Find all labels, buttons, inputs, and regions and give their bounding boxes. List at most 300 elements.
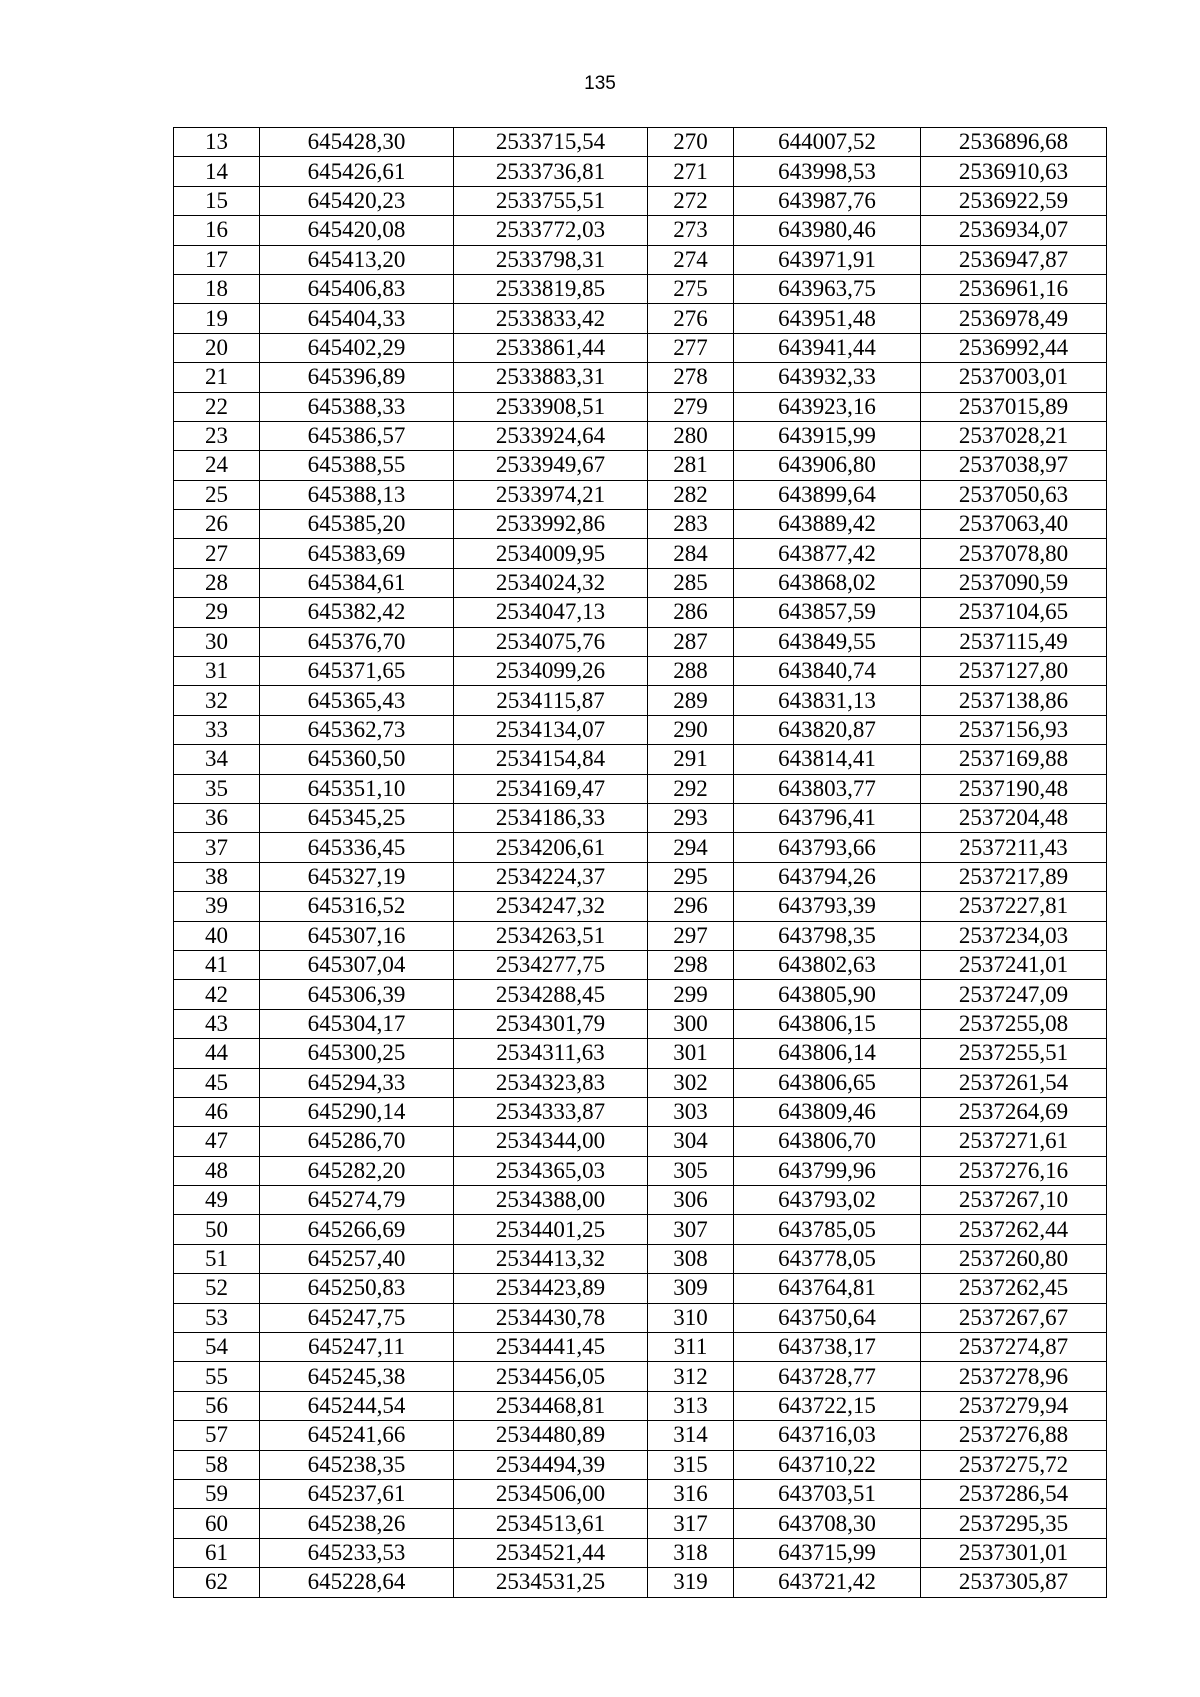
cell-x-coordinate-right: 643799,96 bbox=[734, 1156, 921, 1185]
cell-point-number-right: 312 bbox=[648, 1362, 734, 1391]
cell-x-coordinate-left: 645420,23 bbox=[260, 186, 454, 215]
cell-y-coordinate-right: 2537276,88 bbox=[921, 1421, 1107, 1450]
cell-x-coordinate-right: 643793,02 bbox=[734, 1186, 921, 1215]
cell-point-number-left: 33 bbox=[174, 715, 260, 744]
table-row bbox=[174, 1509, 1107, 1538]
cell-x-coordinate-right: 643802,63 bbox=[734, 950, 921, 979]
cell-point-number-right: 297 bbox=[648, 921, 734, 950]
cell-point-number-right: 302 bbox=[648, 1068, 734, 1097]
cell-point-number-right: 304 bbox=[648, 1127, 734, 1156]
cell-point-number-right: 272 bbox=[648, 186, 734, 215]
cell-point-number-left: 52 bbox=[174, 1274, 260, 1303]
cell-y-coordinate-right: 2537104,65 bbox=[921, 598, 1107, 627]
cell-x-coordinate-left: 645336,45 bbox=[260, 833, 454, 862]
cell-y-coordinate-right: 2537204,48 bbox=[921, 803, 1107, 832]
cell-y-coordinate-right: 2537301,01 bbox=[921, 1538, 1107, 1567]
cell-y-coordinate-right: 2537255,51 bbox=[921, 1039, 1107, 1068]
cell-point-number-right: 284 bbox=[648, 539, 734, 568]
cell-x-coordinate-right: 644007,52 bbox=[734, 128, 921, 157]
cell-point-number-left: 48 bbox=[174, 1156, 260, 1185]
cell-point-number-right: 309 bbox=[648, 1274, 734, 1303]
cell-point-number-left: 23 bbox=[174, 421, 260, 450]
cell-y-coordinate-left: 2534169,47 bbox=[454, 774, 648, 803]
cell-y-coordinate-right: 2537078,80 bbox=[921, 539, 1107, 568]
cell-y-coordinate-left: 2534468,81 bbox=[454, 1391, 648, 1420]
cell-point-number-left: 36 bbox=[174, 803, 260, 832]
cell-y-coordinate-left: 2533949,67 bbox=[454, 451, 648, 480]
cell-y-coordinate-right: 2537255,08 bbox=[921, 1009, 1107, 1038]
cell-point-number-right: 292 bbox=[648, 774, 734, 803]
cell-y-coordinate-left: 2533924,64 bbox=[454, 421, 648, 450]
cell-y-coordinate-right: 2537286,54 bbox=[921, 1479, 1107, 1508]
table-row bbox=[174, 950, 1107, 979]
cell-x-coordinate-right: 643932,33 bbox=[734, 363, 921, 392]
cell-x-coordinate-right: 643728,77 bbox=[734, 1362, 921, 1391]
cell-y-coordinate-left: 2533974,21 bbox=[454, 480, 648, 509]
cell-x-coordinate-right: 643793,39 bbox=[734, 892, 921, 921]
table-row bbox=[174, 1362, 1107, 1391]
cell-x-coordinate-left: 645383,69 bbox=[260, 539, 454, 568]
cell-point-number-left: 50 bbox=[174, 1215, 260, 1244]
cell-x-coordinate-right: 643868,02 bbox=[734, 568, 921, 597]
cell-x-coordinate-left: 645406,83 bbox=[260, 274, 454, 303]
table-row bbox=[174, 1274, 1107, 1303]
table-row bbox=[174, 1215, 1107, 1244]
cell-x-coordinate-left: 645404,33 bbox=[260, 304, 454, 333]
cell-y-coordinate-left: 2534277,75 bbox=[454, 950, 648, 979]
cell-y-coordinate-right: 2536992,44 bbox=[921, 333, 1107, 362]
cell-point-number-left: 30 bbox=[174, 627, 260, 656]
cell-point-number-right: 313 bbox=[648, 1391, 734, 1420]
cell-y-coordinate-right: 2537115,49 bbox=[921, 627, 1107, 656]
cell-point-number-left: 39 bbox=[174, 892, 260, 921]
cell-x-coordinate-right: 643738,17 bbox=[734, 1333, 921, 1362]
cell-x-coordinate-right: 643715,99 bbox=[734, 1538, 921, 1567]
cell-x-coordinate-left: 645233,53 bbox=[260, 1538, 454, 1567]
cell-y-coordinate-right: 2536934,07 bbox=[921, 216, 1107, 245]
cell-x-coordinate-right: 643785,05 bbox=[734, 1215, 921, 1244]
cell-x-coordinate-right: 643980,46 bbox=[734, 216, 921, 245]
cell-point-number-left: 47 bbox=[174, 1127, 260, 1156]
cell-y-coordinate-right: 2537260,80 bbox=[921, 1244, 1107, 1273]
cell-x-coordinate-left: 645247,11 bbox=[260, 1333, 454, 1362]
cell-x-coordinate-right: 643778,05 bbox=[734, 1244, 921, 1273]
cell-y-coordinate-right: 2537156,93 bbox=[921, 715, 1107, 744]
cell-x-coordinate-left: 645250,83 bbox=[260, 1274, 454, 1303]
table-row bbox=[174, 480, 1107, 509]
cell-point-number-right: 276 bbox=[648, 304, 734, 333]
cell-x-coordinate-right: 643857,59 bbox=[734, 598, 921, 627]
cell-y-coordinate-left: 2534301,79 bbox=[454, 1009, 648, 1038]
cell-y-coordinate-left: 2534311,63 bbox=[454, 1039, 648, 1068]
cell-point-number-right: 289 bbox=[648, 686, 734, 715]
cell-point-number-left: 21 bbox=[174, 363, 260, 392]
cell-y-coordinate-right: 2537274,87 bbox=[921, 1333, 1107, 1362]
cell-point-number-right: 308 bbox=[648, 1244, 734, 1273]
cell-point-number-right: 285 bbox=[648, 568, 734, 597]
cell-point-number-right: 318 bbox=[648, 1538, 734, 1567]
cell-point-number-left: 37 bbox=[174, 833, 260, 862]
cell-y-coordinate-left: 2533798,31 bbox=[454, 245, 648, 274]
coordinates-table-body bbox=[174, 128, 1107, 1598]
cell-point-number-right: 295 bbox=[648, 862, 734, 891]
cell-point-number-left: 44 bbox=[174, 1039, 260, 1068]
cell-point-number-right: 288 bbox=[648, 657, 734, 686]
cell-point-number-right: 280 bbox=[648, 421, 734, 450]
cell-x-coordinate-left: 645362,73 bbox=[260, 715, 454, 744]
cell-x-coordinate-left: 645413,20 bbox=[260, 245, 454, 274]
cell-point-number-left: 13 bbox=[174, 128, 260, 157]
cell-x-coordinate-left: 645365,43 bbox=[260, 686, 454, 715]
cell-point-number-left: 26 bbox=[174, 510, 260, 539]
cell-point-number-left: 29 bbox=[174, 598, 260, 627]
table-row bbox=[174, 745, 1107, 774]
cell-y-coordinate-right: 2537278,96 bbox=[921, 1362, 1107, 1391]
table-row bbox=[174, 1333, 1107, 1362]
cell-x-coordinate-right: 643703,51 bbox=[734, 1479, 921, 1508]
cell-y-coordinate-right: 2537028,21 bbox=[921, 421, 1107, 450]
table-row bbox=[174, 1156, 1107, 1185]
cell-x-coordinate-right: 643831,13 bbox=[734, 686, 921, 715]
cell-point-number-right: 317 bbox=[648, 1509, 734, 1538]
cell-x-coordinate-right: 643809,46 bbox=[734, 1097, 921, 1126]
cell-point-number-left: 38 bbox=[174, 862, 260, 891]
cell-y-coordinate-right: 2537276,16 bbox=[921, 1156, 1107, 1185]
cell-point-number-left: 40 bbox=[174, 921, 260, 950]
table-row bbox=[174, 1244, 1107, 1273]
cell-point-number-left: 17 bbox=[174, 245, 260, 274]
cell-y-coordinate-right: 2537217,89 bbox=[921, 862, 1107, 891]
cell-x-coordinate-right: 643987,76 bbox=[734, 186, 921, 215]
cell-point-number-right: 277 bbox=[648, 333, 734, 362]
cell-y-coordinate-left: 2533833,42 bbox=[454, 304, 648, 333]
cell-y-coordinate-right: 2537267,10 bbox=[921, 1186, 1107, 1215]
table-row bbox=[174, 833, 1107, 862]
cell-x-coordinate-right: 643998,53 bbox=[734, 157, 921, 186]
cell-point-number-left: 46 bbox=[174, 1097, 260, 1126]
cell-x-coordinate-left: 645307,16 bbox=[260, 921, 454, 950]
cell-point-number-left: 60 bbox=[174, 1509, 260, 1538]
table-row bbox=[174, 892, 1107, 921]
cell-x-coordinate-left: 645238,26 bbox=[260, 1509, 454, 1538]
cell-y-coordinate-left: 2533755,51 bbox=[454, 186, 648, 215]
cell-x-coordinate-left: 645307,04 bbox=[260, 950, 454, 979]
table-row bbox=[174, 451, 1107, 480]
cell-y-coordinate-right: 2536947,87 bbox=[921, 245, 1107, 274]
table-row bbox=[174, 657, 1107, 686]
cell-x-coordinate-right: 643941,44 bbox=[734, 333, 921, 362]
cell-x-coordinate-left: 645426,61 bbox=[260, 157, 454, 186]
table-row bbox=[174, 1039, 1107, 1068]
cell-point-number-left: 61 bbox=[174, 1538, 260, 1567]
cell-point-number-right: 299 bbox=[648, 980, 734, 1009]
table-row bbox=[174, 598, 1107, 627]
cell-point-number-right: 287 bbox=[648, 627, 734, 656]
cell-y-coordinate-right: 2537295,35 bbox=[921, 1509, 1107, 1538]
cell-point-number-right: 283 bbox=[648, 510, 734, 539]
cell-y-coordinate-right: 2537227,81 bbox=[921, 892, 1107, 921]
table-row bbox=[174, 862, 1107, 891]
cell-point-number-right: 298 bbox=[648, 950, 734, 979]
cell-x-coordinate-right: 643798,35 bbox=[734, 921, 921, 950]
cell-y-coordinate-right: 2537169,88 bbox=[921, 745, 1107, 774]
cell-point-number-left: 42 bbox=[174, 980, 260, 1009]
cell-y-coordinate-right: 2536910,63 bbox=[921, 157, 1107, 186]
cell-point-number-left: 15 bbox=[174, 186, 260, 215]
cell-x-coordinate-left: 645351,10 bbox=[260, 774, 454, 803]
cell-y-coordinate-left: 2533819,85 bbox=[454, 274, 648, 303]
cell-x-coordinate-right: 643963,75 bbox=[734, 274, 921, 303]
cell-point-number-right: 303 bbox=[648, 1097, 734, 1126]
cell-x-coordinate-right: 643806,65 bbox=[734, 1068, 921, 1097]
page-number: 135 bbox=[584, 73, 616, 94]
cell-y-coordinate-left: 2534024,32 bbox=[454, 568, 648, 597]
cell-x-coordinate-right: 643877,42 bbox=[734, 539, 921, 568]
cell-point-number-left: 24 bbox=[174, 451, 260, 480]
table-row bbox=[174, 686, 1107, 715]
cell-x-coordinate-left: 645388,33 bbox=[260, 392, 454, 421]
table-row bbox=[174, 921, 1107, 950]
cell-x-coordinate-left: 645228,64 bbox=[260, 1568, 454, 1597]
cell-point-number-left: 32 bbox=[174, 686, 260, 715]
table-row bbox=[174, 216, 1107, 245]
cell-x-coordinate-left: 645245,38 bbox=[260, 1362, 454, 1391]
cell-point-number-right: 270 bbox=[648, 128, 734, 157]
cell-y-coordinate-right: 2537038,97 bbox=[921, 451, 1107, 480]
cell-y-coordinate-left: 2534075,76 bbox=[454, 627, 648, 656]
cell-y-coordinate-left: 2534009,95 bbox=[454, 539, 648, 568]
table-row bbox=[174, 715, 1107, 744]
cell-point-number-left: 56 bbox=[174, 1391, 260, 1420]
cell-y-coordinate-left: 2534480,89 bbox=[454, 1421, 648, 1450]
cell-x-coordinate-left: 645282,20 bbox=[260, 1156, 454, 1185]
cell-y-coordinate-left: 2534456,05 bbox=[454, 1362, 648, 1391]
cell-y-coordinate-right: 2537279,94 bbox=[921, 1391, 1107, 1420]
cell-x-coordinate-left: 645402,29 bbox=[260, 333, 454, 362]
table-row bbox=[174, 803, 1107, 832]
table-row bbox=[174, 274, 1107, 303]
cell-y-coordinate-left: 2534388,00 bbox=[454, 1186, 648, 1215]
cell-point-number-right: 282 bbox=[648, 480, 734, 509]
cell-point-number-right: 293 bbox=[648, 803, 734, 832]
cell-point-number-right: 291 bbox=[648, 745, 734, 774]
cell-y-coordinate-left: 2534115,87 bbox=[454, 686, 648, 715]
cell-x-coordinate-left: 645428,30 bbox=[260, 128, 454, 157]
table-row bbox=[174, 363, 1107, 392]
coordinates-table bbox=[173, 127, 1107, 1598]
cell-x-coordinate-left: 645274,79 bbox=[260, 1186, 454, 1215]
cell-x-coordinate-left: 645384,61 bbox=[260, 568, 454, 597]
cell-point-number-left: 51 bbox=[174, 1244, 260, 1273]
cell-x-coordinate-left: 645294,33 bbox=[260, 1068, 454, 1097]
cell-x-coordinate-right: 643805,90 bbox=[734, 980, 921, 1009]
cell-point-number-right: 273 bbox=[648, 216, 734, 245]
cell-x-coordinate-left: 645388,55 bbox=[260, 451, 454, 480]
cell-x-coordinate-left: 645360,50 bbox=[260, 745, 454, 774]
table-row bbox=[174, 186, 1107, 215]
cell-point-number-right: 319 bbox=[648, 1568, 734, 1597]
cell-x-coordinate-left: 645247,75 bbox=[260, 1303, 454, 1332]
cell-point-number-left: 31 bbox=[174, 657, 260, 686]
cell-y-coordinate-left: 2533861,44 bbox=[454, 333, 648, 362]
cell-x-coordinate-right: 643806,15 bbox=[734, 1009, 921, 1038]
cell-point-number-right: 306 bbox=[648, 1186, 734, 1215]
cell-point-number-left: 45 bbox=[174, 1068, 260, 1097]
cell-point-number-left: 27 bbox=[174, 539, 260, 568]
cell-y-coordinate-right: 2536961,16 bbox=[921, 274, 1107, 303]
cell-x-coordinate-right: 643803,77 bbox=[734, 774, 921, 803]
cell-point-number-right: 310 bbox=[648, 1303, 734, 1332]
cell-y-coordinate-left: 2534401,25 bbox=[454, 1215, 648, 1244]
table-row bbox=[174, 510, 1107, 539]
table-row bbox=[174, 1186, 1107, 1215]
cell-point-number-right: 275 bbox=[648, 274, 734, 303]
cell-y-coordinate-right: 2537138,86 bbox=[921, 686, 1107, 715]
table-row bbox=[174, 568, 1107, 597]
cell-x-coordinate-left: 645300,25 bbox=[260, 1039, 454, 1068]
cell-x-coordinate-left: 645286,70 bbox=[260, 1127, 454, 1156]
cell-y-coordinate-right: 2537262,44 bbox=[921, 1215, 1107, 1244]
cell-x-coordinate-right: 643899,64 bbox=[734, 480, 921, 509]
cell-point-number-left: 28 bbox=[174, 568, 260, 597]
cell-point-number-right: 307 bbox=[648, 1215, 734, 1244]
cell-y-coordinate-left: 2533883,31 bbox=[454, 363, 648, 392]
cell-y-coordinate-left: 2534521,44 bbox=[454, 1538, 648, 1567]
cell-y-coordinate-right: 2537275,72 bbox=[921, 1450, 1107, 1479]
cell-y-coordinate-right: 2536978,49 bbox=[921, 304, 1107, 333]
cell-point-number-right: 315 bbox=[648, 1450, 734, 1479]
cell-y-coordinate-left: 2533772,03 bbox=[454, 216, 648, 245]
cell-point-number-left: 59 bbox=[174, 1479, 260, 1508]
cell-y-coordinate-left: 2534134,07 bbox=[454, 715, 648, 744]
cell-point-number-left: 57 bbox=[174, 1421, 260, 1450]
cell-x-coordinate-left: 645376,70 bbox=[260, 627, 454, 656]
table-row bbox=[174, 304, 1107, 333]
cell-point-number-right: 278 bbox=[648, 363, 734, 392]
cell-x-coordinate-left: 645257,40 bbox=[260, 1244, 454, 1273]
table-row bbox=[174, 245, 1107, 274]
cell-y-coordinate-left: 2534506,00 bbox=[454, 1479, 648, 1508]
cell-x-coordinate-left: 645388,13 bbox=[260, 480, 454, 509]
cell-y-coordinate-right: 2537211,43 bbox=[921, 833, 1107, 862]
cell-point-number-right: 279 bbox=[648, 392, 734, 421]
cell-x-coordinate-right: 643814,41 bbox=[734, 745, 921, 774]
cell-y-coordinate-right: 2537262,45 bbox=[921, 1274, 1107, 1303]
cell-y-coordinate-left: 2534186,33 bbox=[454, 803, 648, 832]
cell-x-coordinate-right: 643951,48 bbox=[734, 304, 921, 333]
cell-x-coordinate-right: 643915,99 bbox=[734, 421, 921, 450]
cell-point-number-left: 22 bbox=[174, 392, 260, 421]
cell-y-coordinate-right: 2537090,59 bbox=[921, 568, 1107, 597]
cell-x-coordinate-right: 643889,42 bbox=[734, 510, 921, 539]
cell-point-number-right: 271 bbox=[648, 157, 734, 186]
cell-y-coordinate-left: 2534413,32 bbox=[454, 1244, 648, 1273]
cell-y-coordinate-left: 2534494,39 bbox=[454, 1450, 648, 1479]
table-row bbox=[174, 1009, 1107, 1038]
table-row bbox=[174, 1538, 1107, 1567]
cell-x-coordinate-left: 645345,25 bbox=[260, 803, 454, 832]
cell-y-coordinate-left: 2534288,45 bbox=[454, 980, 648, 1009]
table-row bbox=[174, 421, 1107, 450]
cell-x-coordinate-left: 645396,89 bbox=[260, 363, 454, 392]
cell-y-coordinate-left: 2534323,83 bbox=[454, 1068, 648, 1097]
table-row bbox=[174, 1479, 1107, 1508]
table-row bbox=[174, 157, 1107, 186]
table-row bbox=[174, 980, 1107, 1009]
cell-y-coordinate-left: 2534513,61 bbox=[454, 1509, 648, 1538]
cell-x-coordinate-right: 643806,70 bbox=[734, 1127, 921, 1156]
cell-x-coordinate-right: 643820,87 bbox=[734, 715, 921, 744]
table-row bbox=[174, 128, 1107, 157]
cell-y-coordinate-right: 2537003,01 bbox=[921, 363, 1107, 392]
table-row bbox=[174, 333, 1107, 362]
cell-x-coordinate-right: 643906,80 bbox=[734, 451, 921, 480]
cell-y-coordinate-left: 2534333,87 bbox=[454, 1097, 648, 1126]
cell-x-coordinate-right: 643716,03 bbox=[734, 1421, 921, 1450]
cell-y-coordinate-left: 2534247,32 bbox=[454, 892, 648, 921]
table-row bbox=[174, 1450, 1107, 1479]
table-row bbox=[174, 1421, 1107, 1450]
cell-x-coordinate-right: 643710,22 bbox=[734, 1450, 921, 1479]
cell-x-coordinate-left: 645385,20 bbox=[260, 510, 454, 539]
cell-point-number-left: 16 bbox=[174, 216, 260, 245]
cell-point-number-right: 286 bbox=[648, 598, 734, 627]
cell-y-coordinate-left: 2534441,45 bbox=[454, 1333, 648, 1362]
cell-x-coordinate-left: 645306,39 bbox=[260, 980, 454, 1009]
cell-y-coordinate-right: 2536922,59 bbox=[921, 186, 1107, 215]
cell-x-coordinate-right: 643793,66 bbox=[734, 833, 921, 862]
cell-x-coordinate-right: 643794,26 bbox=[734, 862, 921, 891]
cell-point-number-right: 281 bbox=[648, 451, 734, 480]
cell-x-coordinate-right: 643806,14 bbox=[734, 1039, 921, 1068]
cell-y-coordinate-left: 2533715,54 bbox=[454, 128, 648, 157]
cell-y-coordinate-left: 2534263,51 bbox=[454, 921, 648, 950]
table-row bbox=[174, 1568, 1107, 1597]
cell-point-number-left: 49 bbox=[174, 1186, 260, 1215]
cell-x-coordinate-right: 643721,42 bbox=[734, 1568, 921, 1597]
cell-x-coordinate-right: 643971,91 bbox=[734, 245, 921, 274]
cell-x-coordinate-left: 645386,57 bbox=[260, 421, 454, 450]
cell-x-coordinate-left: 645244,54 bbox=[260, 1391, 454, 1420]
cell-point-number-right: 300 bbox=[648, 1009, 734, 1038]
table-row bbox=[174, 627, 1107, 656]
cell-x-coordinate-right: 643923,16 bbox=[734, 392, 921, 421]
cell-y-coordinate-right: 2537267,67 bbox=[921, 1303, 1107, 1332]
cell-x-coordinate-left: 645420,08 bbox=[260, 216, 454, 245]
cell-y-coordinate-right: 2537050,63 bbox=[921, 480, 1107, 509]
cell-y-coordinate-left: 2533992,86 bbox=[454, 510, 648, 539]
cell-x-coordinate-right: 643840,74 bbox=[734, 657, 921, 686]
cell-x-coordinate-left: 645238,35 bbox=[260, 1450, 454, 1479]
cell-x-coordinate-left: 645241,66 bbox=[260, 1421, 454, 1450]
cell-y-coordinate-right: 2537247,09 bbox=[921, 980, 1107, 1009]
table-row bbox=[174, 774, 1107, 803]
cell-point-number-right: 301 bbox=[648, 1039, 734, 1068]
cell-point-number-right: 316 bbox=[648, 1479, 734, 1508]
cell-point-number-left: 14 bbox=[174, 157, 260, 186]
cell-y-coordinate-left: 2534224,37 bbox=[454, 862, 648, 891]
cell-x-coordinate-left: 645290,14 bbox=[260, 1097, 454, 1126]
cell-y-coordinate-left: 2533736,81 bbox=[454, 157, 648, 186]
cell-point-number-left: 19 bbox=[174, 304, 260, 333]
cell-y-coordinate-right: 2537264,69 bbox=[921, 1097, 1107, 1126]
cell-point-number-left: 54 bbox=[174, 1333, 260, 1362]
cell-y-coordinate-right: 2537127,80 bbox=[921, 657, 1107, 686]
cell-y-coordinate-left: 2534344,00 bbox=[454, 1127, 648, 1156]
cell-x-coordinate-right: 643796,41 bbox=[734, 803, 921, 832]
cell-point-number-left: 55 bbox=[174, 1362, 260, 1391]
cell-y-coordinate-left: 2534099,26 bbox=[454, 657, 648, 686]
